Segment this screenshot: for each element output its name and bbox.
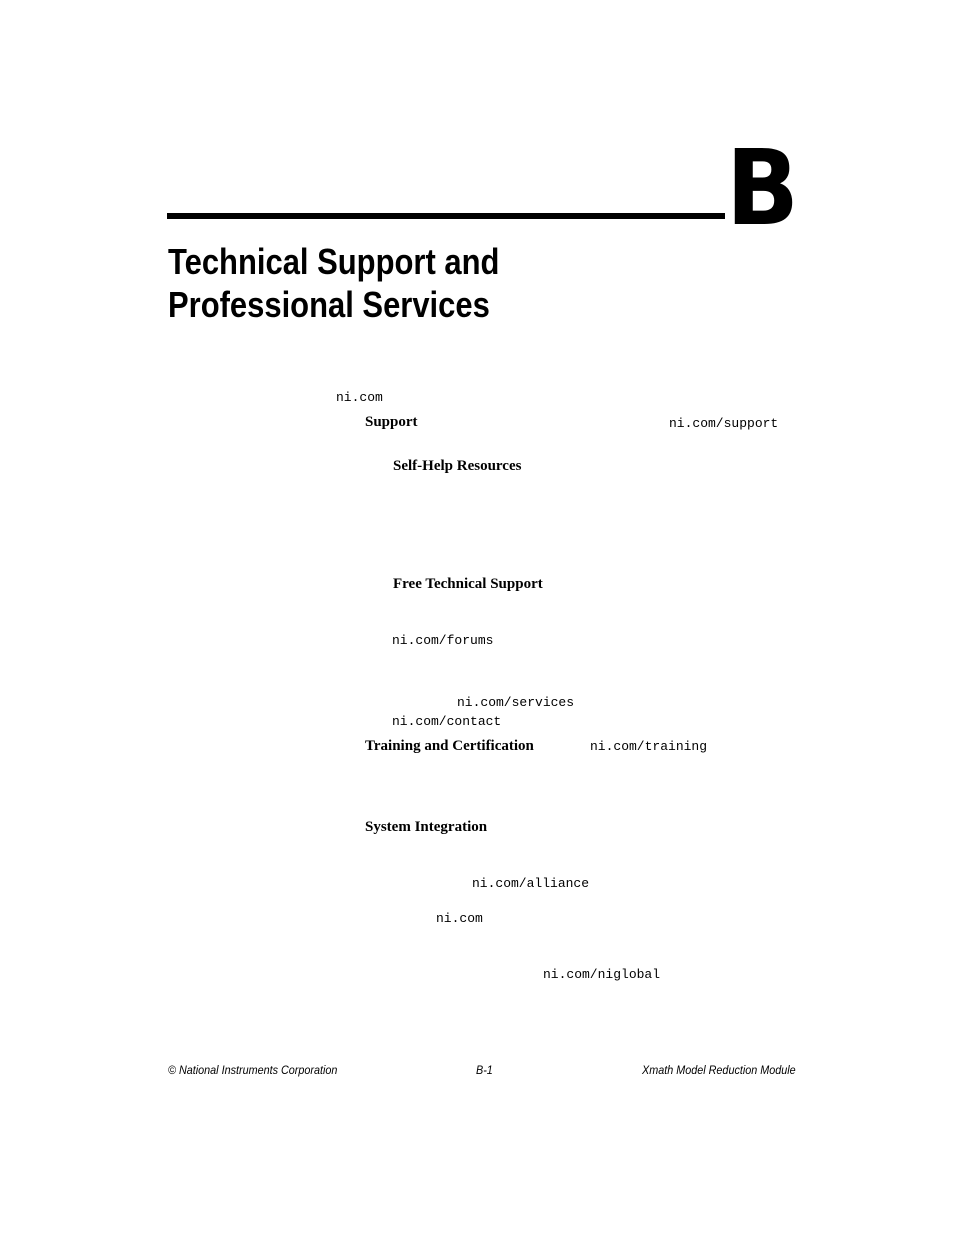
chapter-title bbox=[168, 240, 499, 326]
link-training[interactable]: ni.com/training bbox=[590, 739, 708, 754]
footer-page-number: B-1 bbox=[476, 1063, 493, 1077]
heading-training-certification: Training and Certification bbox=[365, 738, 534, 754]
link-alliance[interactable]: ni.com/alliance bbox=[472, 876, 590, 891]
heading-support: Support bbox=[365, 414, 418, 430]
link-nicom-intro[interactable]: ni.com bbox=[336, 390, 383, 405]
link-niglobal[interactable]: ni.com/niglobal bbox=[543, 967, 661, 982]
heading-free-technical-support: Free Technical Support bbox=[393, 576, 543, 592]
chapter-rule bbox=[167, 213, 725, 219]
link-contact[interactable]: ni.com/contact bbox=[392, 714, 502, 729]
chapter-title-line-1: Technical Support and bbox=[168, 241, 500, 282]
link-nicom-2[interactable]: ni.com bbox=[436, 911, 483, 926]
link-forums[interactable]: ni.com/forums bbox=[392, 633, 494, 648]
footer-copyright: © National Instruments Corporation bbox=[168, 1063, 338, 1077]
link-support[interactable]: ni.com/support bbox=[669, 416, 779, 431]
heading-system-integration: System Integration bbox=[365, 819, 488, 835]
heading-self-help-resources: Self-Help Resources bbox=[393, 458, 522, 474]
link-services[interactable]: ni.com/services bbox=[457, 695, 575, 710]
footer-manual-title: Xmath Model Reduction Module bbox=[642, 1063, 796, 1077]
chapter-letter: B bbox=[726, 127, 798, 249]
chapter-title-line-2: Professional Services bbox=[168, 284, 490, 325]
